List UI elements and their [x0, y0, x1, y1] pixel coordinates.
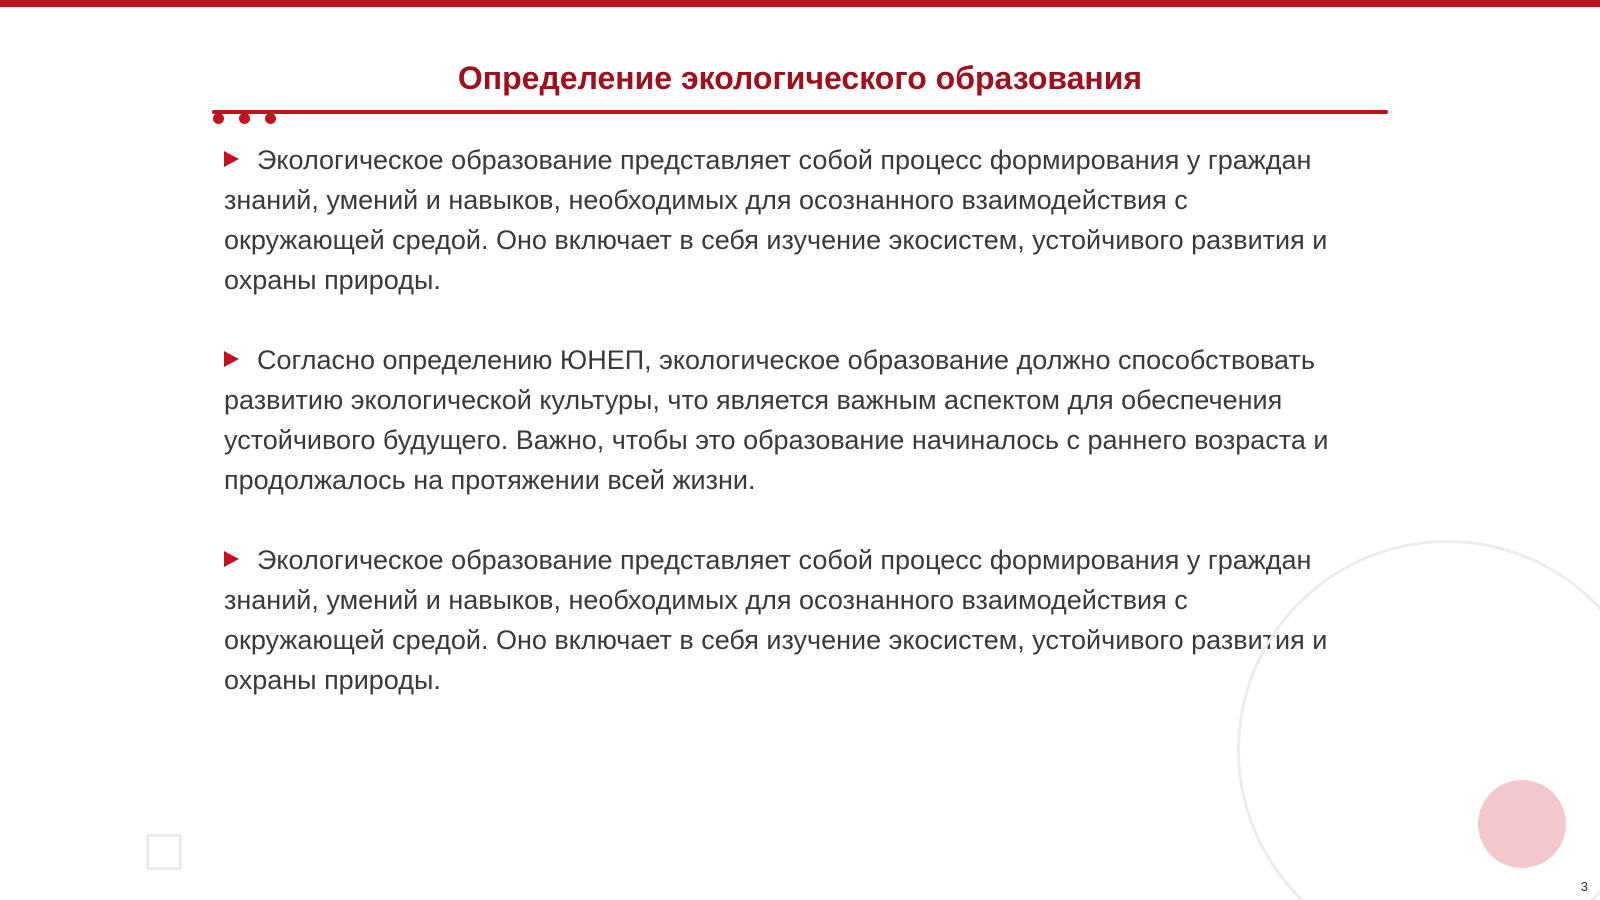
bullet-item: [224, 340, 1344, 500]
decorative-square: [146, 834, 182, 870]
triangle-bullet-icon: [224, 151, 239, 167]
bullet-list: [224, 140, 1344, 740]
triangle-bullet-icon: [224, 351, 239, 367]
bullet-item: [224, 540, 1344, 700]
slide-title: Определение экологического образования: [457, 60, 1143, 96]
underline-dot: [213, 113, 224, 124]
bullet-text: Согласно определению ЮНЕП, экологическое образование должно способствовать развитию экологической культуры, что является важным аспектом для обеспечения устойчивого будущего. Важно, чтобы это образование начиналось с раннего возраста и продолжалось на протяжении всей жизни.: [224, 345, 1329, 495]
title-underline: [212, 110, 1388, 114]
top-accent-bar: [0, 0, 1600, 7]
bullet-text: Экологическое образование представляет собой процесс формирования у граждан знаний, умений и навыков, необходимых для осознанного взаимодействия с окружающей средой. Оно включает в себя изучение экосистем, устойчивого развития и охраны природы.: [224, 545, 1328, 695]
underline-dot: [239, 113, 250, 124]
decorative-circle: [1478, 780, 1566, 868]
triangle-bullet-icon: [224, 551, 239, 567]
underline-dot: [265, 113, 276, 124]
page-number: 3: [1580, 879, 1588, 894]
bullet-text: Экологическое образование представляет собой процесс формирования у граждан знаний, умений и навыков, необходимых для осознанного взаимодействия с окружающей средой. Оно включает в себя изучение экосистем, устойчивого развития и охраны природы.: [224, 145, 1328, 295]
bullet-item: [224, 140, 1344, 300]
